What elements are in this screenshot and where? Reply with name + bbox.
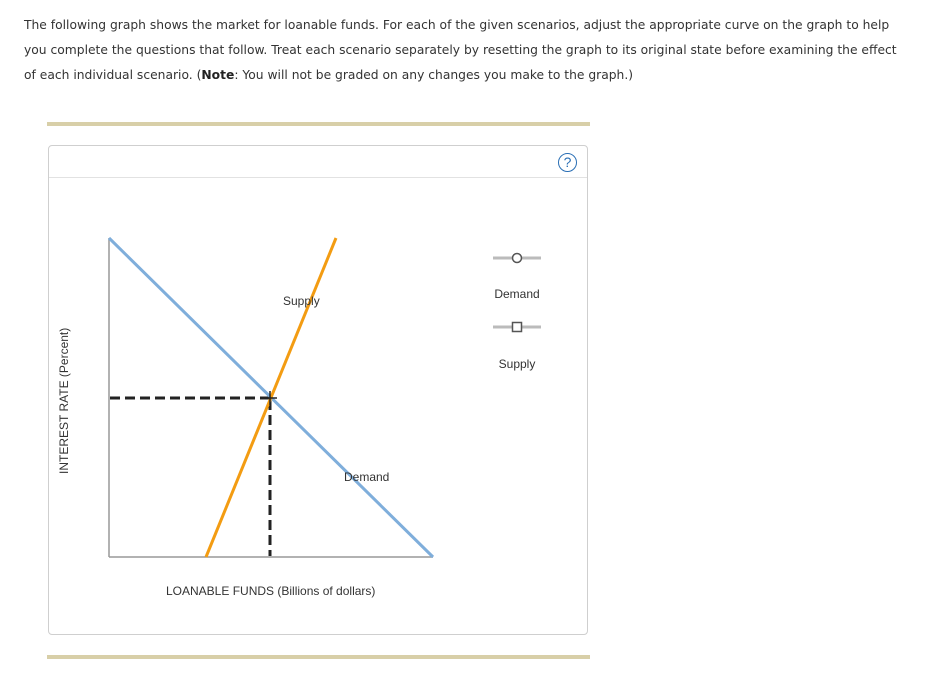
legend-item-supply[interactable] [493, 323, 541, 372]
instructions-body: The following graph shows the market for loanable funds. For each of the given scenarios, adjust the appropriate curve on the graph to help you complete the questions that follow. Treat each scenario separately by resetting the graph to its original state before examining the effect of each individual scenario. ( [24, 18, 897, 82]
instructions-note: : You will not be graded on any changes you make to the graph.) [234, 68, 634, 82]
y-axis-label: INTEREST RATE (Percent) [57, 327, 71, 474]
bottom-divider [47, 655, 590, 659]
help-label: ? [563, 154, 572, 170]
demand-curve-label: Demand [344, 470, 390, 484]
legend-label-supply: Supply [498, 357, 536, 371]
note-label: Note [201, 68, 235, 82]
demand-tool-icon[interactable] [493, 254, 541, 263]
legend-label-demand: Demand [494, 287, 540, 301]
x-axis-label: LOANABLE FUNDS (Billions of dollars) [166, 584, 376, 598]
supply-tool-icon[interactable] [493, 323, 541, 332]
legend-item-demand[interactable] [493, 254, 541, 302]
supply-curve-label: Supply [283, 294, 320, 308]
